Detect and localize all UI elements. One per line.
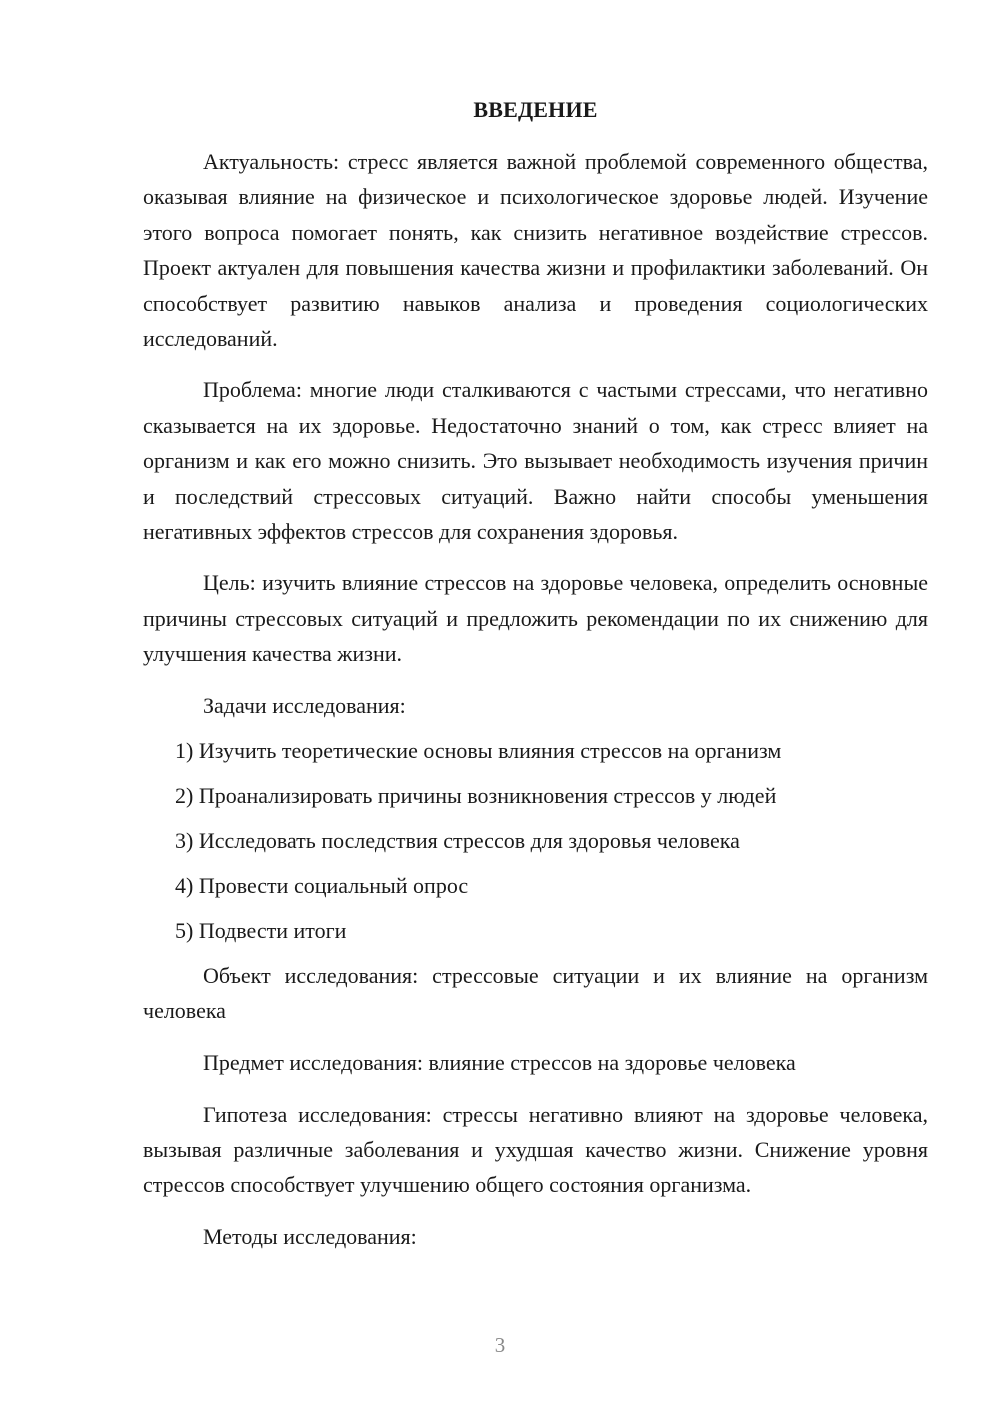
page-title: ВВЕДЕНИЕ (473, 97, 598, 122)
relevance-paragraph: Актуальность: стресс является важной проблемой современного общества, оказывая влияние на физическое и психологическое здоровье людей. Изучение этого вопроса помогает понять, как снизить негативное воздействие стрессов. Проект актуален для повышения качества жизни и профилактики заболеваний. Он способствует развитию навыков анализа и проведения социологических исследований. (143, 149, 928, 352)
goal-paragraph: Цель: изучить влияние стрессов на здоровье человека, определить основные причины стрессовых ситуаций и предложить рекомендации по их снижению для улучшения качества жизни. (143, 570, 928, 667)
tasks-list (143, 733, 928, 948)
list-item: 5) Подвести итоги (175, 917, 347, 943)
tasks-label: Задачи исследования: (203, 692, 406, 718)
hypothesis-paragraph: Гипотеза исследования: стрессы негативно влияют на здоровье человека, вызывая различные заболевания и ухудшая качество жизни. Снижение уровня стрессов способствует улучшению общего состояния организма. (143, 1101, 928, 1198)
list-item: 3) Исследовать последствия стрессов для здоровья человека (175, 827, 740, 853)
list-item: 2) Проанализировать причины возникновения стрессов у людей (175, 782, 777, 808)
document-page (143, 92, 928, 1271)
list-item: 4) Провести социальный опрос (175, 872, 469, 898)
object-paragraph: Объект исследования: стрессовые ситуации и их влияние на организм человека (143, 962, 928, 1024)
page-number: 3 (494, 1333, 506, 1357)
list-item: 1) Изучить теоретические основы влияния стрессов на организм (175, 737, 782, 763)
problem-paragraph: Проблема: многие люди сталкиваются с частыми стрессами, что негативно сказывается на их здоровье. Недостаточно знаний о том, как стресс влияет на организм и как его можно снизить. Это вызывает необходимость изучения причин и последствий стрессовых ситуаций. Важно найти способы уменьшения негативных эффектов стрессов для сохранения здоровья. (143, 377, 928, 545)
subject-paragraph: Предмет исследования: влияние стрессов на здоровье человека (203, 1049, 796, 1075)
methods-label: Методы исследования: (203, 1223, 417, 1249)
